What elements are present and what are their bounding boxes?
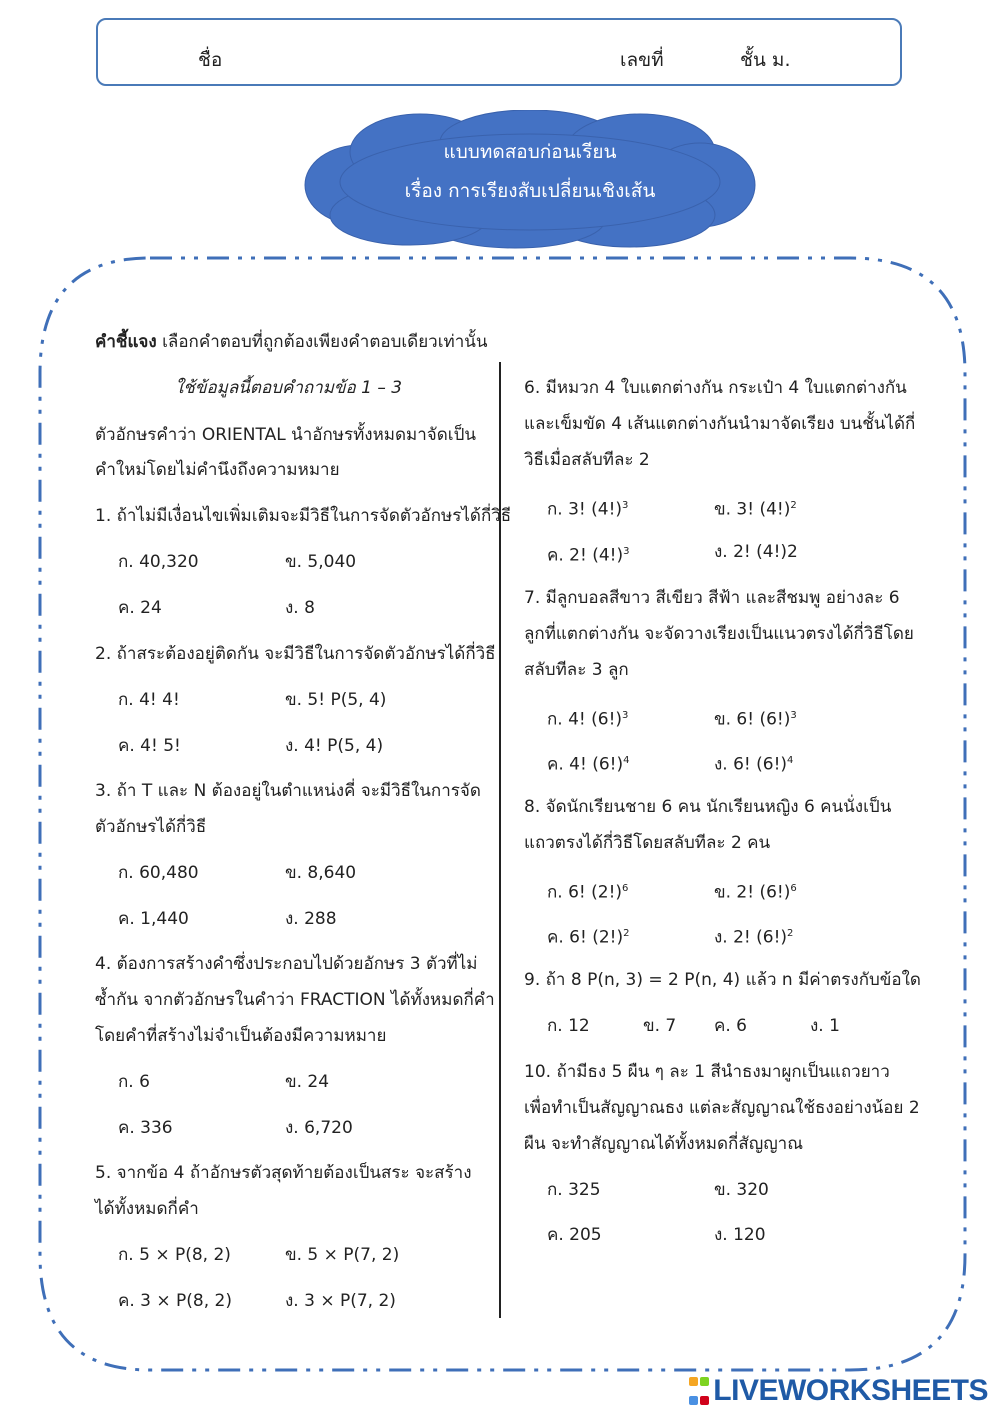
q5-choice-a[interactable]: ก. 5 × P(8, 2) — [118, 1245, 231, 1265]
question-3-line-2: ตัวอักษรได้กี่วิธี — [95, 817, 207, 837]
info-heading: ใช้ข้อมูลนี้ตอบคำถามข้อ 1 – 3 — [175, 378, 403, 398]
question-8-line-2: แถวตรงได้กี่วิธีโดยสลับทีละ 2 คน — [524, 833, 771, 853]
q6-b-exp: 2 — [790, 500, 797, 511]
liveworksheets-logo — [688, 1374, 988, 1408]
question-7-line-2: ลูกที่แตกต่างกัน จะจัดวางเรียงเป็นแนวตรงได้กี่วิธีโดย — [524, 624, 914, 644]
q6-c-exp: 3 — [623, 546, 630, 557]
q10-choice-d[interactable]: ง. 120 — [714, 1225, 766, 1245]
logo-text: LIVEWORKSHEETS — [713, 1374, 988, 1407]
q9-choice-c[interactable]: ค. 6 — [714, 1016, 747, 1036]
q8-choice-d[interactable] — [714, 923, 793, 949]
question-4-line-2: ซ้ำกัน จากตัวอักษรในคำว่า FRACTION ได้ทั้งหมดกี่คำ — [95, 990, 495, 1010]
q9-choice-a[interactable]: ก. 12 — [547, 1016, 590, 1036]
q7-d-exp: 4 — [787, 755, 794, 766]
question-5-line-2: ได้ทั้งหมดกี่คำ — [95, 1199, 199, 1219]
q7-choice-d[interactable] — [714, 750, 793, 776]
q2-choice-c[interactable]: ค. 4! 5! — [118, 736, 181, 756]
q10-choice-a[interactable]: ก. 325 — [547, 1180, 601, 1200]
q6-choice-d[interactable]: ง. 2! (4!)2 — [714, 542, 798, 562]
q5-choice-c[interactable]: ค. 3 × P(8, 2) — [118, 1291, 233, 1311]
title-line-2: เรื่อง การเรียงสับเปลี่ยนเชิงเส้น — [404, 180, 656, 202]
q1-choice-c[interactable]: ค. 24 — [118, 598, 162, 618]
q1-choice-a[interactable]: ก. 40,320 — [118, 552, 199, 572]
q7-choice-c[interactable] — [547, 750, 630, 776]
q4-choice-d[interactable]: ง. 6,720 — [285, 1118, 353, 1138]
q3-choice-a[interactable]: ก. 60,480 — [118, 863, 199, 883]
question-7-line-3: สลับทีละ 3 ลูก — [524, 660, 629, 680]
instructions — [95, 331, 488, 353]
q7-b-exp: 3 — [790, 710, 797, 721]
title-line-1: แบบทดสอบก่อนเรียน — [443, 141, 617, 163]
q6-a-exp: 3 — [622, 500, 629, 511]
number-label: เลขที่ — [620, 49, 664, 71]
logo-icon — [688, 1372, 710, 1410]
q7-choice-b[interactable] — [714, 705, 797, 731]
q7-a-text: ก. 4! (6!) — [547, 709, 623, 730]
q6-choice-b[interactable] — [714, 495, 797, 521]
class-label: ชั้น ม. — [740, 49, 791, 71]
q8-choice-b[interactable] — [714, 878, 797, 904]
q8-b-exp: 6 — [790, 883, 797, 894]
q2-choice-d[interactable]: ง. 4! P(5, 4) — [285, 736, 384, 756]
q9-choice-b[interactable]: ข. 7 — [643, 1016, 677, 1036]
q2-choice-a[interactable]: ก. 4! 4! — [118, 690, 180, 710]
q4-choice-b[interactable]: ข. 24 — [285, 1072, 330, 1092]
q5-choice-b[interactable]: ข. 5 × P(7, 2) — [285, 1245, 400, 1265]
q7-c-text: ค. 4! (6!) — [547, 754, 624, 775]
question-4-line-3: โดยคำที่สร้างไม่จำเป็นต้องมีความหมาย — [95, 1026, 387, 1046]
question-8-line-1: 8. จัดนักเรียนชาย 6 คน นักเรียนหญิง 6 คนนั่งเป็น — [524, 797, 892, 817]
q3-choice-b[interactable]: ข. 8,640 — [285, 863, 357, 883]
q8-b-text: ข. 2! (6!) — [714, 882, 791, 903]
q7-choice-a[interactable] — [547, 705, 628, 731]
q8-d-exp: 2 — [787, 928, 794, 939]
q8-a-exp: 6 — [622, 883, 629, 894]
q6-choice-c[interactable] — [547, 541, 630, 567]
question-9: 9. ถ้า 8 P(n, 3) = 2 P(n, 4) แล้ว n มีค่าตรงกับข้อใด — [524, 970, 921, 990]
instructions-label: คำชี้แจง — [95, 332, 157, 352]
q1-choice-d[interactable]: ง. 8 — [285, 598, 315, 618]
q2-choice-b[interactable]: ข. 5! P(5, 4) — [285, 690, 387, 710]
name-label: ชื่อ — [198, 49, 223, 71]
question-6-line-1: 6. มีหมวก 4 ใบแตกต่างกัน กระเป๋า 4 ใบแตกต่างกัน — [524, 378, 907, 398]
info-line-1: ตัวอักษรคำว่า ORIENTAL นำอักษรทั้งหมดมาจัดเป็น — [95, 425, 477, 445]
q6-b-text: ข. 3! (4!) — [714, 499, 791, 520]
question-7-line-1: 7. มีลูกบอลสีขาว สีเขียว สีฟ้า และสีชมพู อย่างละ 6 — [524, 588, 900, 608]
q6-a-text: ก. 3! (4!) — [547, 499, 623, 520]
q7-d-text: ง. 6! (6!) — [714, 754, 788, 775]
q3-choice-d[interactable]: ง. 288 — [285, 909, 337, 929]
q8-a-text: ก. 6! (2!) — [547, 882, 623, 903]
q7-c-exp: 4 — [623, 755, 630, 766]
q3-choice-c[interactable]: ค. 1,440 — [118, 909, 189, 929]
question-6-line-3: วิธีเมื่อสลับทีละ 2 — [524, 450, 650, 470]
q6-choice-a[interactable] — [547, 495, 628, 521]
instructions-text: เลือกคำตอบที่ถูกต้องเพียงคำตอบเดียวเท่านั้น — [156, 332, 488, 352]
q1-choice-b[interactable]: ข. 5,040 — [285, 552, 357, 572]
question-10-line-3: ผืน จะทำสัญญาณได้ทั้งหมดกี่สัญญาณ — [524, 1134, 803, 1154]
q10-choice-c[interactable]: ค. 205 — [547, 1225, 602, 1245]
info-line-2: คำใหม่โดยไม่คำนึงถึงความหมาย — [95, 460, 340, 480]
question-10-line-1: 10. ถ้ามีธง 5 ผืน ๆ ละ 1 สีนำธงมาผูกเป็นแถวยาว — [524, 1062, 890, 1082]
question-10-line-2: เพื่อทำเป็นสัญญาณธง แต่ละสัญญาณใช้ธงอย่างน้อย 2 — [524, 1098, 920, 1118]
q4-choice-a[interactable]: ก. 6 — [118, 1072, 150, 1092]
q8-c-text: ค. 6! (2!) — [547, 927, 624, 948]
question-2: 2. ถ้าสระต้องอยู่ติดกัน จะมีวิธีในการจัดตัวอักษรได้กี่วิธี — [95, 644, 496, 664]
q8-d-text: ง. 2! (6!) — [714, 927, 788, 948]
q9-choice-d[interactable]: ง. 1 — [810, 1016, 840, 1036]
q7-a-exp: 3 — [622, 710, 629, 721]
q10-choice-b[interactable]: ข. 320 — [714, 1180, 769, 1200]
question-1: 1. ถ้าไม่มีเงื่อนไขเพิ่มเติมจะมีวิธีในการจัดตัวอักษรได้กี่วิธี — [95, 506, 512, 526]
q6-c-text: ค. 2! (4!) — [547, 545, 624, 566]
question-4-line-1: 4. ต้องการสร้างคำซึ่งประกอบไปด้วยอักษร 3 ตัวที่ไม่ — [95, 954, 478, 974]
q7-b-text: ข. 6! (6!) — [714, 709, 791, 730]
question-3-line-1: 3. ถ้า T และ N ต้องอยู่ในตำแหน่งคี่ จะมีวิธีในการจัด — [95, 781, 481, 801]
q8-c-exp: 2 — [623, 928, 630, 939]
q8-choice-c[interactable] — [547, 923, 630, 949]
question-6-line-2: และเข็มขัด 4 เส้นแตกต่างกันนำมาจัดเรียง บนชั้นได้กี่ — [524, 414, 916, 434]
q4-choice-c[interactable]: ค. 336 — [118, 1118, 173, 1138]
q5-choice-d[interactable]: ง. 3 × P(7, 2) — [285, 1291, 396, 1311]
question-5-line-1: 5. จากข้อ 4 ถ้าอักษรตัวสุดท้ายต้องเป็นสระ จะสร้าง — [95, 1163, 472, 1183]
q8-choice-a[interactable] — [547, 878, 628, 904]
